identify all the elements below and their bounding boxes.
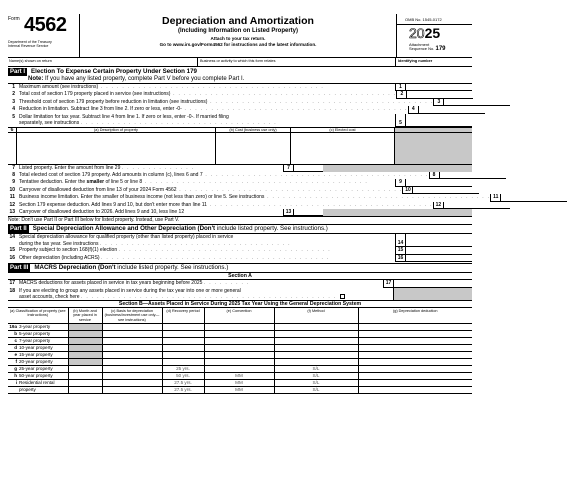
line-4-amount[interactable] [418,106,485,113]
line-6-body [8,133,472,165]
line-6-col-b: (b) Cost (business use only) [216,128,291,132]
basis-cell[interactable] [102,379,162,386]
depreciation-cell[interactable] [358,344,472,351]
line-2-box: 2 [396,91,406,98]
month-year-cell[interactable] [68,330,102,337]
depreciation-cell[interactable] [358,323,472,330]
line-1-box: 1 [395,84,405,91]
basis-cell[interactable] [102,351,162,358]
month-year-cell[interactable] [68,323,102,330]
names-row [8,58,472,67]
line-12-box: 12 [433,202,443,209]
line-9-amount[interactable] [405,179,472,186]
row-label: e 15-year property [8,351,68,358]
line-14-amount[interactable] [405,234,472,247]
table-row [8,358,472,365]
row-label: f 20-year property [8,358,68,365]
basis-cell[interactable] [102,365,162,372]
depreciation-cell[interactable] [358,330,472,337]
line-16 [8,255,472,262]
depreciation-cell[interactable] [358,365,472,372]
line-4-text: Reduction in limitation. Subtract line 3 from line 2. If zero or less, enter -0- . . . . . . . . . . . . . . . . . . . . . . . . . . . . . . . . . . . . . . . . . . [19,106,408,113]
col-recovery-period: (d) Recovery period [162,308,204,324]
line-8-number: 8 [12,172,15,179]
attachment-sequence [409,43,446,52]
month-year-cell[interactable] [68,358,102,365]
line-9-box: 9 [395,179,405,186]
col-method: (f) Method [274,308,358,324]
row-label: d 10-year property [8,344,68,351]
section-a-heading: Section A [8,273,472,280]
convention-cell: MM [204,386,274,393]
sequence-label: Sequence No. [409,46,435,52]
line-16-text: Other depreciation (including ACRS) . . . . . . . . . . . . . . . . . . . . . . . . . . . . . . . . . . . . . . . . . . . [19,254,330,261]
line-11 [8,194,499,201]
row-label: 19a 3-year property [8,323,68,330]
row-label: h 50-year property [8,372,68,379]
convention-cell [204,344,274,351]
identifying-number-label: Identifying number [398,59,433,63]
convention-cell [204,358,274,365]
line-3-text: Threshold cost of section 179 property before reduction in limitation (see instructions) . . . . . . . . . . . . . . . . . . . . . . . . . . . . . . . . . . . . . . . . . . [19,98,434,105]
basis-cell[interactable] [102,372,162,379]
col-convention: (e) Convention [204,308,274,324]
convention-cell: MM [204,379,274,386]
depreciation-cell[interactable] [358,358,472,365]
line-16-box: 16 [395,255,405,262]
form-number: 4562 [24,14,67,36]
month-year-cell[interactable] [68,351,102,358]
part2-tag: Part II [10,226,27,233]
method-cell [274,323,358,330]
part3-tag: Part III [10,265,29,272]
recovery-period-cell [162,358,204,365]
omb-block [396,14,472,57]
line-6-col-a: (a) Description of property [17,128,216,132]
convention-cell [204,365,274,372]
row-label: i Residential rental [8,379,68,386]
line-5-box: 5 [395,114,405,127]
line-15 [8,247,472,254]
line-11-number: 11 [9,194,15,201]
line-3-number: 3 [12,98,15,105]
line-2-text: Total cost of section 179 property placed in service (see instructions) . . . . . . . . . . . . . . . . . . . . . . . . . . . . . . . . . . . . . . . . . . [19,91,397,98]
line-1-number: 1 [12,84,15,90]
line-7-amount[interactable] [293,165,323,172]
line-6-description-input[interactable] [17,133,216,164]
recovery-period-cell [162,330,204,337]
line-8 [8,172,472,179]
tax-year [409,25,440,41]
basis-cell[interactable] [102,337,162,344]
department-line-1: Department of the Treasury [8,40,52,44]
line-10-box: 10 [402,187,412,194]
line-17-amount[interactable] [393,280,472,287]
part1-header [8,68,472,76]
part1-title: Election To Expense Certain Property Under Section 179 [31,68,197,75]
line-4-box: 4 [408,106,418,113]
line-6-col-c: (c) Elected cost [291,128,395,132]
table-row [8,386,472,393]
line-18-text: If you are electing to group any assets placed in service during the tax year into one or more general asset accounts, check here . . . . . . . . . . . . . . . . . . . . . . . . . . . . . . . . . . . . . . . . . . . . . . . . [17,288,393,300]
attach-note: Attach to your tax return. [210,36,266,41]
line-2 [8,91,472,98]
table-row [8,344,472,351]
line-13-text: Carryover of disallowed deduction to 2026. Add lines 9 and 10, less line 12 [19,209,185,216]
part2-header [8,224,472,234]
line-14-box: 14 [395,234,405,247]
form-title-block [80,14,396,57]
department-line-2: Internal Revenue Service [8,44,49,49]
month-year-cell[interactable] [68,386,102,393]
depreciation-cell[interactable] [358,351,472,358]
line-6-cost-input[interactable] [216,133,291,164]
col-depreciation: (g) Depreciation deduction [358,308,472,324]
line-16-amount[interactable] [405,255,472,262]
business-label: Business or activity to which this form relates [200,59,276,63]
basis-cell[interactable] [102,323,162,330]
line-3-box: 3 [433,99,443,106]
line-12-number: 12 [9,201,15,208]
recovery-period-cell [162,344,204,351]
method-cell [274,358,358,365]
line-10-text: Carryover of disallowed deduction from line 13 of your 2024 Form 4562 . . . . . . . . . . . . . . . . . . . . . . . . . . . . . . . . . . . . . . . . . . [19,186,403,193]
line-5-number: 5 [12,113,15,120]
table-row [8,351,472,358]
basis-cell[interactable] [102,330,162,337]
recovery-period-cell: 27.5 yrs. [162,379,204,386]
line-13 [8,209,472,216]
instructions-url-note: Go to www.irs.gov/Form4562 for instructions and the latest information. [159,42,317,47]
line-8-text: Total elected cost of section 179 property. Add amounts in column (c), lines 6 and 7 . . . . . . . . . . . . . . . . . . . . . . . . . . . . . . . . . . . . . . . . . . [19,172,429,179]
form-id-block [8,14,80,57]
line-17 [8,280,472,287]
col-month-year: (b) Month and year placed in service [68,308,102,324]
table-row [8,365,472,372]
line-7-box: 7 [283,165,293,172]
month-year-cell[interactable] [68,337,102,344]
convention-cell [204,323,274,330]
line-2-amount[interactable] [406,91,473,98]
method-cell [274,330,358,337]
line-14 [8,234,472,247]
line-7-number: 7 [12,164,15,171]
line-12 [8,202,472,209]
line-13-amount[interactable] [293,209,323,216]
sequence-number: 179 [435,46,446,53]
col-classification: (a) Classification of property (see instructions) [8,308,68,324]
tax-year-outline: 20 [409,25,425,41]
line-5 [8,114,472,127]
row-label: c 7-year property [8,337,68,344]
basis-cell[interactable] [102,358,162,365]
table-row [8,372,472,379]
line-17-number: 17 [9,280,15,287]
line-1-amount[interactable] [405,84,472,91]
line-4-number: 4 [12,106,15,113]
part1-lines [8,84,472,114]
line-9 [8,179,472,186]
row-label: g 25-year property [8,365,68,372]
line-14-text: Special depreciation allowance for qualified property (other than listed property) placed in service during the tax year. See instructions . . . . . . . . . . . . . . . . . . . . . . . . . . . . . . . . . . . . [19,234,291,247]
part3-title: MACRS Depreciation (Don't include listed property. See instructions.) [34,264,229,272]
macrs-table-header [8,308,472,324]
convention-cell [204,330,274,337]
row-label: b 5-year property [8,330,68,337]
line-4 [8,106,472,113]
line-15-amount[interactable] [405,247,472,254]
month-year-cell[interactable] [68,344,102,351]
table-row [8,337,472,344]
line-6-elected-input[interactable] [291,133,395,164]
line-15-number: 15 [9,247,15,254]
recovery-period-cell: 27.5 yrs. [162,386,204,393]
depreciation-cell[interactable] [358,379,472,386]
line-8-amount[interactable] [439,172,506,179]
table-row [8,330,472,337]
attachment-label: Attachment [409,42,430,47]
part1-bottom-note: Note: Don't use Part II or Part III below for listed property. Instead, use Part V. [8,216,472,223]
col-basis: (c) Basis for depreciation (business/investment use only—see instructions) [102,308,162,324]
line-12-text: Section 179 expense deduction. Add lines 9 and 10, but don't enter more than line 11 . . . . . . . . . . . . . . . . . . . . . . . . . . . . . . . . . . . . . . . . . . [19,201,433,208]
line-11-amount[interactable] [500,194,567,201]
recovery-period-cell [162,351,204,358]
part2-title: Special Depreciation Allowance and Other Depreciation (Don't include listed property. See instructions.) [32,225,328,233]
part1-tag: Part I [10,69,26,75]
line-3-amount[interactable] [443,99,510,106]
line-18 [8,288,472,301]
part1-note: Note: If you have any listed property, complete Part V before you complete Part I. [8,76,472,84]
part3-header [8,263,472,273]
business-field[interactable] [198,58,396,66]
basis-cell[interactable] [102,344,162,351]
department-label [8,40,52,49]
line-2-number: 2 [12,91,15,98]
line-6-number: 6 [8,128,17,132]
line-15-box: 15 [395,247,405,254]
convention-cell [204,337,274,344]
method-cell [274,344,358,351]
line-15-text: Property subject to section 168(f)(1) election . . . . . . . . . . . . . . . . . . . . . . . . . . . . . . . . . . . . . . . . [19,247,331,254]
general-asset-checkbox[interactable] [340,294,345,299]
line-14-number: 14 [9,234,15,241]
method-cell: S/L [274,379,358,386]
tax-year-bold: 25 [424,25,441,41]
recovery-period-cell [162,323,204,330]
line-11-box: 11 [490,194,500,201]
depreciation-cell[interactable] [358,337,472,344]
line-8-box: 8 [429,172,439,179]
row-label: property [8,386,68,393]
line-5-text: Dollar limitation for tax year. Subtract line 4 from line 1. If zero or less, enter -0-. If married filing separately, see instructions . . . . . . . . . . . . . . . . . . . . . . . . . . . . . . . . . . . . . [19,113,277,127]
line-10-amount[interactable] [412,187,479,194]
method-cell [274,337,358,344]
line-1-text: Maximum amount (see instructions) . . . . . . . . . . . . . . . . . . . . . . . . . . . . . . . . . . . . . . . . . . [19,84,325,90]
form-subtitle: (Including Information on Listed Property) [178,28,298,34]
line-18-number: 18 [9,287,15,294]
month-year-cell[interactable] [68,379,102,386]
form-word: Form [8,16,20,22]
line-7-text: Listed property. Enter the amount from line 29 . . . . . . . . . . . . . . [19,164,195,171]
name-field[interactable] [8,58,198,66]
omb-number: OMB No. 1545-0172 [397,14,472,25]
identifying-number-field[interactable] [396,58,472,66]
table-row [8,379,472,386]
method-cell: S/L [274,372,358,379]
recovery-period-cell: 50 yrs. [162,372,204,379]
macrs-table [8,308,472,394]
part1-lines-b [8,172,499,209]
recovery-period-cell: 25 yrs. [162,365,204,372]
method-cell: S/L [274,365,358,372]
line-9-number: 9 [12,179,15,186]
line-17-text: MACRS deductions for assets placed in service in tax years beginning before 2025 . . . . . . . . . [19,280,250,287]
section-b-heading: Section B—Assets Placed in Service During 2025 Tax Year Using the General Depreciation System [8,301,472,308]
convention-cell [204,351,274,358]
method-cell: S/L [274,386,358,393]
line-16-number: 16 [9,254,15,261]
line-5-amount[interactable] [405,114,472,127]
depreciation-cell[interactable] [358,386,472,393]
line-17-box: 17 [383,280,393,287]
line-10 [8,187,472,194]
line-13-number: 13 [9,209,15,216]
basis-cell[interactable] [102,386,162,393]
recovery-period-cell [162,337,204,344]
depreciation-cell[interactable] [358,372,472,379]
line-12-amount[interactable] [443,202,510,209]
name-label: Name(s) shown on return [9,59,52,63]
table-row [8,323,472,330]
line-1 [8,84,472,91]
line-10-number: 10 [9,186,15,193]
line-3 [8,99,472,106]
form-header [8,14,472,58]
line-7 [8,165,472,172]
convention-cell: MM [204,372,274,379]
line-13-box: 13 [283,209,293,216]
month-year-cell[interactable] [68,372,102,379]
line-6-gray [395,128,472,132]
line-11-text: Business income limitation. Enter the smaller of business income (not less than zero) or line 5. See instructions . . . . . . . . . . . . . . . . . . . . . . . . . . . . . . . . . . . . . . . . . . [19,194,491,201]
form-title: Depreciation and Amortization [162,15,314,27]
line-9-text: Tentative deduction. Enter the smaller of line 5 or line 8 . . . . . . . . . . . . . . . . . . . . . . . . . . . . . . . . . . . . . . . . . . [19,179,369,186]
month-year-cell[interactable] [68,365,102,372]
method-cell [274,351,358,358]
